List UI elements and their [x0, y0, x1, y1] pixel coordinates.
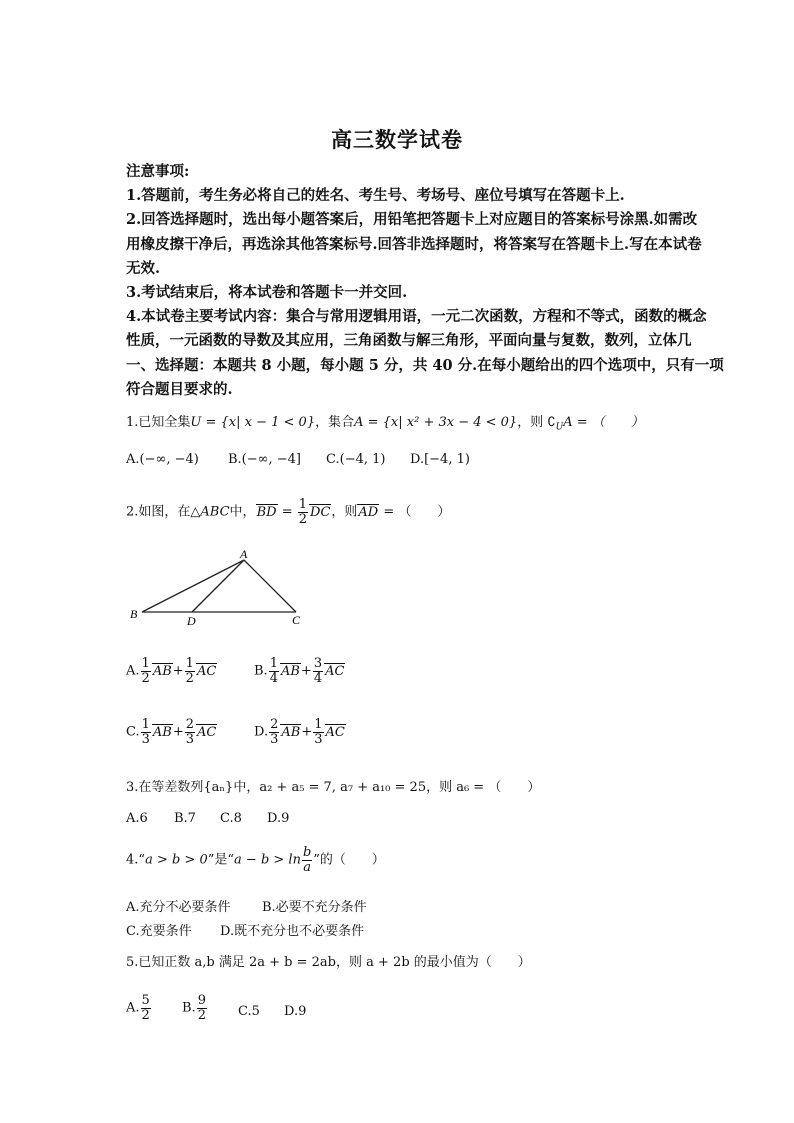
q2-option-a: A. $\frac{1}{2}$ AB+ $\frac{1}{2}$ AC [126, 656, 217, 686]
question-2: 2.如图，在△ABC中，BD = $\frac{1}{2}$ DC，则AD = （ ） [126, 497, 451, 527]
set-u: U = {x| x − 1 < 0} [190, 415, 316, 430]
instructions [126, 160, 794, 402]
edge-ac [244, 560, 296, 612]
section-heading: 一、选择题：本题共 8 小题，每小题 5 分，共 40 分.在每小题给出的四个选项中，只有一项 [126, 356, 724, 374]
q2-option-c: C. $\frac{1}{3}$ AB+ $\frac{2}{3}$ AC [126, 717, 217, 747]
q2-option-d: D. $\frac{2}{3}$ AB+ $\frac{1}{3}$ AC [254, 717, 345, 747]
label-b: B [130, 607, 138, 621]
q3-option-a: A.6 [126, 811, 148, 826]
label-c: C [292, 613, 301, 627]
q1-option-b: B.(−∞, −4] [228, 452, 301, 467]
triangle-figure [126, 548, 316, 628]
q2-option-b: B. $\frac{1}{4}$ AB+ $\frac{3}{4}$ AC [254, 656, 345, 686]
question-3: 3.在等差数列{aₙ}中，a₂ + a₅ = 7, a₇ + a₁₀ = 25，则 a₆ = （ ） [126, 780, 541, 795]
question-5: 5.已知正数 a,b 满足 2a + b = 2ab，则 a + 2b 的最小值为（ ） [126, 955, 531, 970]
instruction-line: 2.回答选择题时，选出每小题答案后，用铅笔把答题卡上对应题目的答案标号涂黑.如需改 [126, 211, 698, 229]
q3-option-b: B.7 [174, 811, 196, 826]
page-title: 高三数学试卷 [331, 127, 463, 152]
instructions-heading: 注意事项: [126, 163, 190, 180]
q3-option-d: D.9 [267, 811, 290, 826]
label-a: A [240, 548, 248, 561]
q5-option-a: A. $\frac{5}{2}$ [126, 993, 150, 1023]
q1-option-a: A.(−∞, −4) [126, 452, 199, 467]
q4-option-d: D.既不充分也不必要条件 [220, 924, 365, 939]
q3-option-c: C.8 [220, 811, 242, 826]
edge-ab [142, 560, 244, 612]
q4-option-c: C.充要条件 [126, 924, 192, 939]
q4-option-b: B.必要不充分条件 [262, 900, 367, 915]
instruction-line: 1.答题前，考生务必将自己的姓名、考生号、考场号、座位号填写在答题卡上. [126, 187, 625, 205]
q4-option-a: A.充分不必要条件 [126, 900, 231, 915]
instruction-line: 性质，一元函数的导数及其应用，三角函数与解三角形，平面向量与复数，数列，立体几 [126, 332, 692, 350]
instruction-line: 用橡皮擦干净后，再选涂其他答案标号.回答非选择题时，将答案写在答题卡上.写在本试卷 [126, 235, 702, 253]
question-1: 1.已知全集U = {x| x − 1 < 0}，集合A = {x| x² + 3x − 4 < 0}，则 $∁_UA$ = （ ） [126, 415, 644, 433]
section-heading-cont: 符合题目要求的. [126, 380, 233, 398]
q1-option-d: D.[−4, 1) [410, 452, 470, 467]
q5-option-b: B. $\frac{9}{2}$ [182, 993, 206, 1023]
label-d: D [187, 614, 196, 628]
q1-option-c: C.(−4, 1) [326, 452, 386, 467]
instruction-line: 4.本试卷主要考试内容：集合与常用逻辑用语，一元二次函数，方程和不等式，函数的概念 [126, 308, 707, 326]
edge-ad [192, 560, 244, 612]
instruction-line: 无效. [126, 259, 161, 277]
q5-option-c: C.5 [238, 1004, 260, 1019]
question-4: 4.“a > b > 0”是“a − b > ln $\frac{b}{a}$ ”的（ ） [126, 845, 385, 875]
complement-symbol: ∁ [547, 415, 556, 430]
instruction-line: 3.考试结束后，将本试卷和答题卡一并交回. [126, 284, 408, 302]
q5-option-d: D.9 [284, 1004, 307, 1019]
set-a: A = {x| x² + 3x − 4 < 0} [354, 415, 518, 430]
